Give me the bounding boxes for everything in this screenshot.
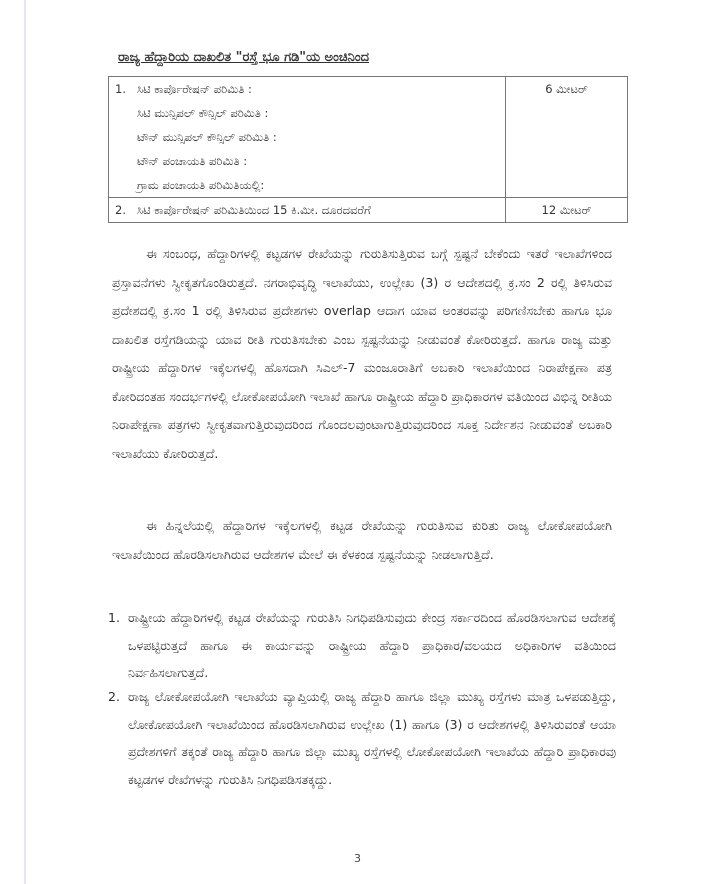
area-line: ಸಿಟಿ ಕಾರ್ಪೊರೇಷನ್ ಪರಿಮಿತಿ : bbox=[137, 82, 252, 96]
row-number: 1. bbox=[115, 82, 126, 96]
table-cell-area bbox=[109, 198, 506, 223]
list-item-text: ರಾಜ್ಯ ಲೋಕೋಪಯೋಗಿ ಇಲಾಖೆಯ ವ್ಯಾಪ್ತಿಯಲ್ಲಿ ರಾಜ್ಯ ಹೆದ್ದಾರಿ ಹಾಗೂ ಜಿಲ್ಲಾ ಮುಖ್ಯ ರಸ್ತೆಗಳು ಮಾತ್ರ ಒಳಪಡುತ್ತಿದ್ದು, ಲೋಕೋಪಯೋಗಿ ಇಲಾಖೆಯಿಂದ ಹೊರಡಿಸಲಾಗಿರುವ ಉಲ್ಲೇಖ (1) ಹಾಗೂ (3) ರ ಆದೇಶಗಳಲ್ಲಿ ತಿಳಿಸಿರುವಂತೆ ಆಯಾ ಪ್ರದೇಶಗಳಿಗೆ ತಕ್ಕಂತೆ ರಾಜ್ಯ ಹೆದ್ದಾರಿ ಹಾಗೂ ಜಿಲ್ಲಾ ಮುಖ್ಯ ರಸ್ತೆಗಳಲ್ಲಿ ಲೋಕೋಪಯೋಗಿ ಇಲಾಖೆಯ ಹೆದ್ದಾರಿ ಪ್ರಾಧಿಕಾರವು ಕಟ್ಟಡಗಳ ರೇಖೆಗಳನ್ನು ಗುರುತಿಸಿ ನಿಗಧಿಪಡಿಸತಕ್ಕದ್ದು. bbox=[128, 689, 616, 787]
area-line: ಟೌನ್ ಪಂಚಾಯತಿ ಪರಿಮಿತಿ : bbox=[137, 154, 248, 168]
table-cell-area bbox=[109, 77, 506, 198]
table-cell-distance bbox=[506, 198, 628, 223]
paragraph bbox=[112, 240, 612, 468]
table-cell-distance bbox=[506, 77, 628, 198]
numbered-list-item bbox=[104, 604, 616, 687]
paragraph-text: ಈ ಹಿನ್ನಲೆಯಲ್ಲಿ ಹೆದ್ದಾರಿಗಳ ಇಕ್ಕೆಲಗಳಲ್ಲಿ ಕಟ್ಟಡ ರೇಖೆಯನ್ನು ಗುರುತಿಸುವ ಕುರಿತು ರಾಜ್ಯ ಲೋಕೋಪಯೋಗಿ ಇಲಾಖೆಯಿಂದ ಹೊರಡಿಸಲಾಗಿರುವ ಆದೇಶಗಳ ಮೇಲೆ ಈ ಕೆಳಕಂಡ ಸ್ಪಷ್ಟನೆಯನ್ನು ನೀಡಲಾಗುತ್ತಿದೆ. bbox=[112, 518, 612, 562]
paragraph bbox=[112, 512, 612, 569]
distance-value: 6 ಮೀಟರ್ bbox=[545, 82, 588, 96]
paragraph-text: ಈ ಸಂಬಂಧ, ಹೆದ್ದಾರಿಗಳಲ್ಲಿ ಕಟ್ಟಡಗಳ ರೇಖೆಯನ್ನು ಗುರುತಿಸುತ್ತಿರುವ ಬಗ್ಗೆ ಸ್ಪಷ್ಟನೆ ಬೇಕೆಂದು ಇತರೆ ಇಲಾಖೆಗಳಿಂದ ಪ್ರಸ್ತಾವನೆಗಳು ಸ್ವೀಕೃತಗೊಂಡಿರುತ್ತದೆ. ನಗರಾಭಿವೃದ್ಧಿ ಇಲಾಖೆಯು, ಉಲ್ಲೇಖ (3) ರ ಆದೇಶದಲ್ಲಿ ಕ್ರ.ಸಂ 2 ರಲ್ಲಿ ತಿಳಿಸಿರುವ ಪ್ರದೇಶದಲ್ಲಿ ಕ್ರ.ಸಂ 1 ರಲ್ಲಿ ತಿಳಿಸಿರುವ ಪ್ರದೇಶಗಳು overlap ಆದಾಗ ಯಾವ ಅಂತರವನ್ನು ಪರಿಗಣಿಸಬೇಕು ಹಾಗೂ ಭೂ ದಾಖಲಿತ ರಸ್ತೆಗಡಿಯನ್ನು ಯಾವ ರೀತಿ ಗುರುತಿಸಬೇಕು ಎಂಬ ಸ್ಪಷ್ಟನೆಯನ್ನು ನೀಡುವಂತೆ ಕೋರಿರುತ್ತದೆ. ಹಾಗೂ ರಾಜ್ಯ ಮತ್ತು ರಾಷ್ಟ್ರೀಯ ಹೆದ್ದಾರಿಗಳ ಇಕ್ಕೆಲಗಳಲ್ಲಿ ಹೊಸದಾಗಿ ಸಿಎಲ್-7 ಮಂಜೂರಾತಿಗೆ ಅಬಕಾರಿ ಇಲಾಖೆಯಿಂದ ನಿರಾಪೇಕ್ಷಣಾ ಪತ್ರ ಕೋರಿದಂತಹ ಸಂದರ್ಭಗಳಲ್ಲಿ ಲೋಕೋಪಯೋಗಿ ಇಲಾಖೆ ಹಾಗೂ ರಾಷ್ಟ್ರೀಯ ಹೆದ್ದಾರಿ ಪ್ರಾಧಿಕಾರಗಳ ವತಿಯಿಂದ ವಿಭಿನ್ನ ರೀತಿಯ ನಿರಾಪೇಕ್ಷಣಾ ಪತ್ರಗಳು ಸ್ವೀಕೃತವಾಗುತ್ತಿರುವುದರಿಂದ ಗೊಂದಲವುಂಟಾಗುತ್ತಿರುವುದರಿಂದ ಸೂಕ್ತ ನಿರ್ದೇಶನ ನೀಡುವಂತೆ ಅಬಕಾರಿ ಇಲಾಖೆಯು ಕೋರಿರುತ್ತದೆ. bbox=[112, 246, 612, 461]
page-number: 3 bbox=[354, 852, 361, 865]
list-item-text: ರಾಷ್ಟ್ರೀಯ ಹೆದ್ದಾರಿಗಳಲ್ಲಿ ಕಟ್ಟಡ ರೇಖೆಯನ್ನು ಗುರುತಿಸಿ ನಿಗಧಿಪಡಿಸುವುದು ಕೇಂದ್ರ ಸರ್ಕಾರದಿಂದ ಹೊರಡಿಸಲಾಗುವ ಆದೇಶಕ್ಕೆ ಒಳಪಟ್ಟಿರುತ್ತದೆ ಹಾಗೂ ಈ ಕಾರ್ಯವನ್ನು ರಾಷ್ಟ್ರೀಯ ಹೆದ್ದಾರಿ ಪ್ರಾಧಿಕಾರ/ವಲಯದ ಅಧಿಕಾರಿಗಳ ವತಿಯಿಂದ ನಿರ್ವಹಿಸಲಾಗುತ್ತದೆ. bbox=[128, 610, 616, 680]
area-line: ಸಿಟಿ ಮುನ್ಸಿಪಲ್ ಕೌನ್ಸಿಲ್ ಪರಿಮಿತಿ : bbox=[137, 106, 269, 120]
distance-value: 12 ಮೀಟರ್ bbox=[541, 203, 592, 217]
area-line: ಸಿಟಿ ಕಾರ್ಪೊರೇಷನ್ ಪರಿಮಿತಿಯಿಂದ 15 ಕಿ.ಮೀ. ದೂರದವರೆಗೆ bbox=[137, 203, 371, 217]
area-line: ಗ್ರಾಮ ಪಂಚಾಯತಿ ಪರಿಮಿತಿಯಲ್ಲಿ: bbox=[137, 178, 265, 192]
row-number: 2. bbox=[115, 203, 126, 217]
list-number: 1. bbox=[108, 610, 120, 625]
area-line: ಟೌನ್ ಮುನ್ಸಿಪಲ್ ಕೌನ್ಸಿಲ್ ಪರಿಮಿತಿ : bbox=[137, 130, 277, 144]
table-row bbox=[109, 198, 628, 223]
page-edge bbox=[24, 0, 26, 884]
numbered-list-item bbox=[104, 683, 616, 793]
section-heading: ರಾಜ್ಯ ಹೆದ್ದಾರಿಯ ದಾಖಲಿತ "ರಸ್ತೆ ಭೂ ಗಡಿ"ಯ ಅಂಚಿನಿಂದ bbox=[118, 50, 369, 65]
table-row bbox=[109, 77, 628, 198]
setback-table bbox=[108, 76, 628, 223]
list-number: 2. bbox=[108, 689, 120, 704]
